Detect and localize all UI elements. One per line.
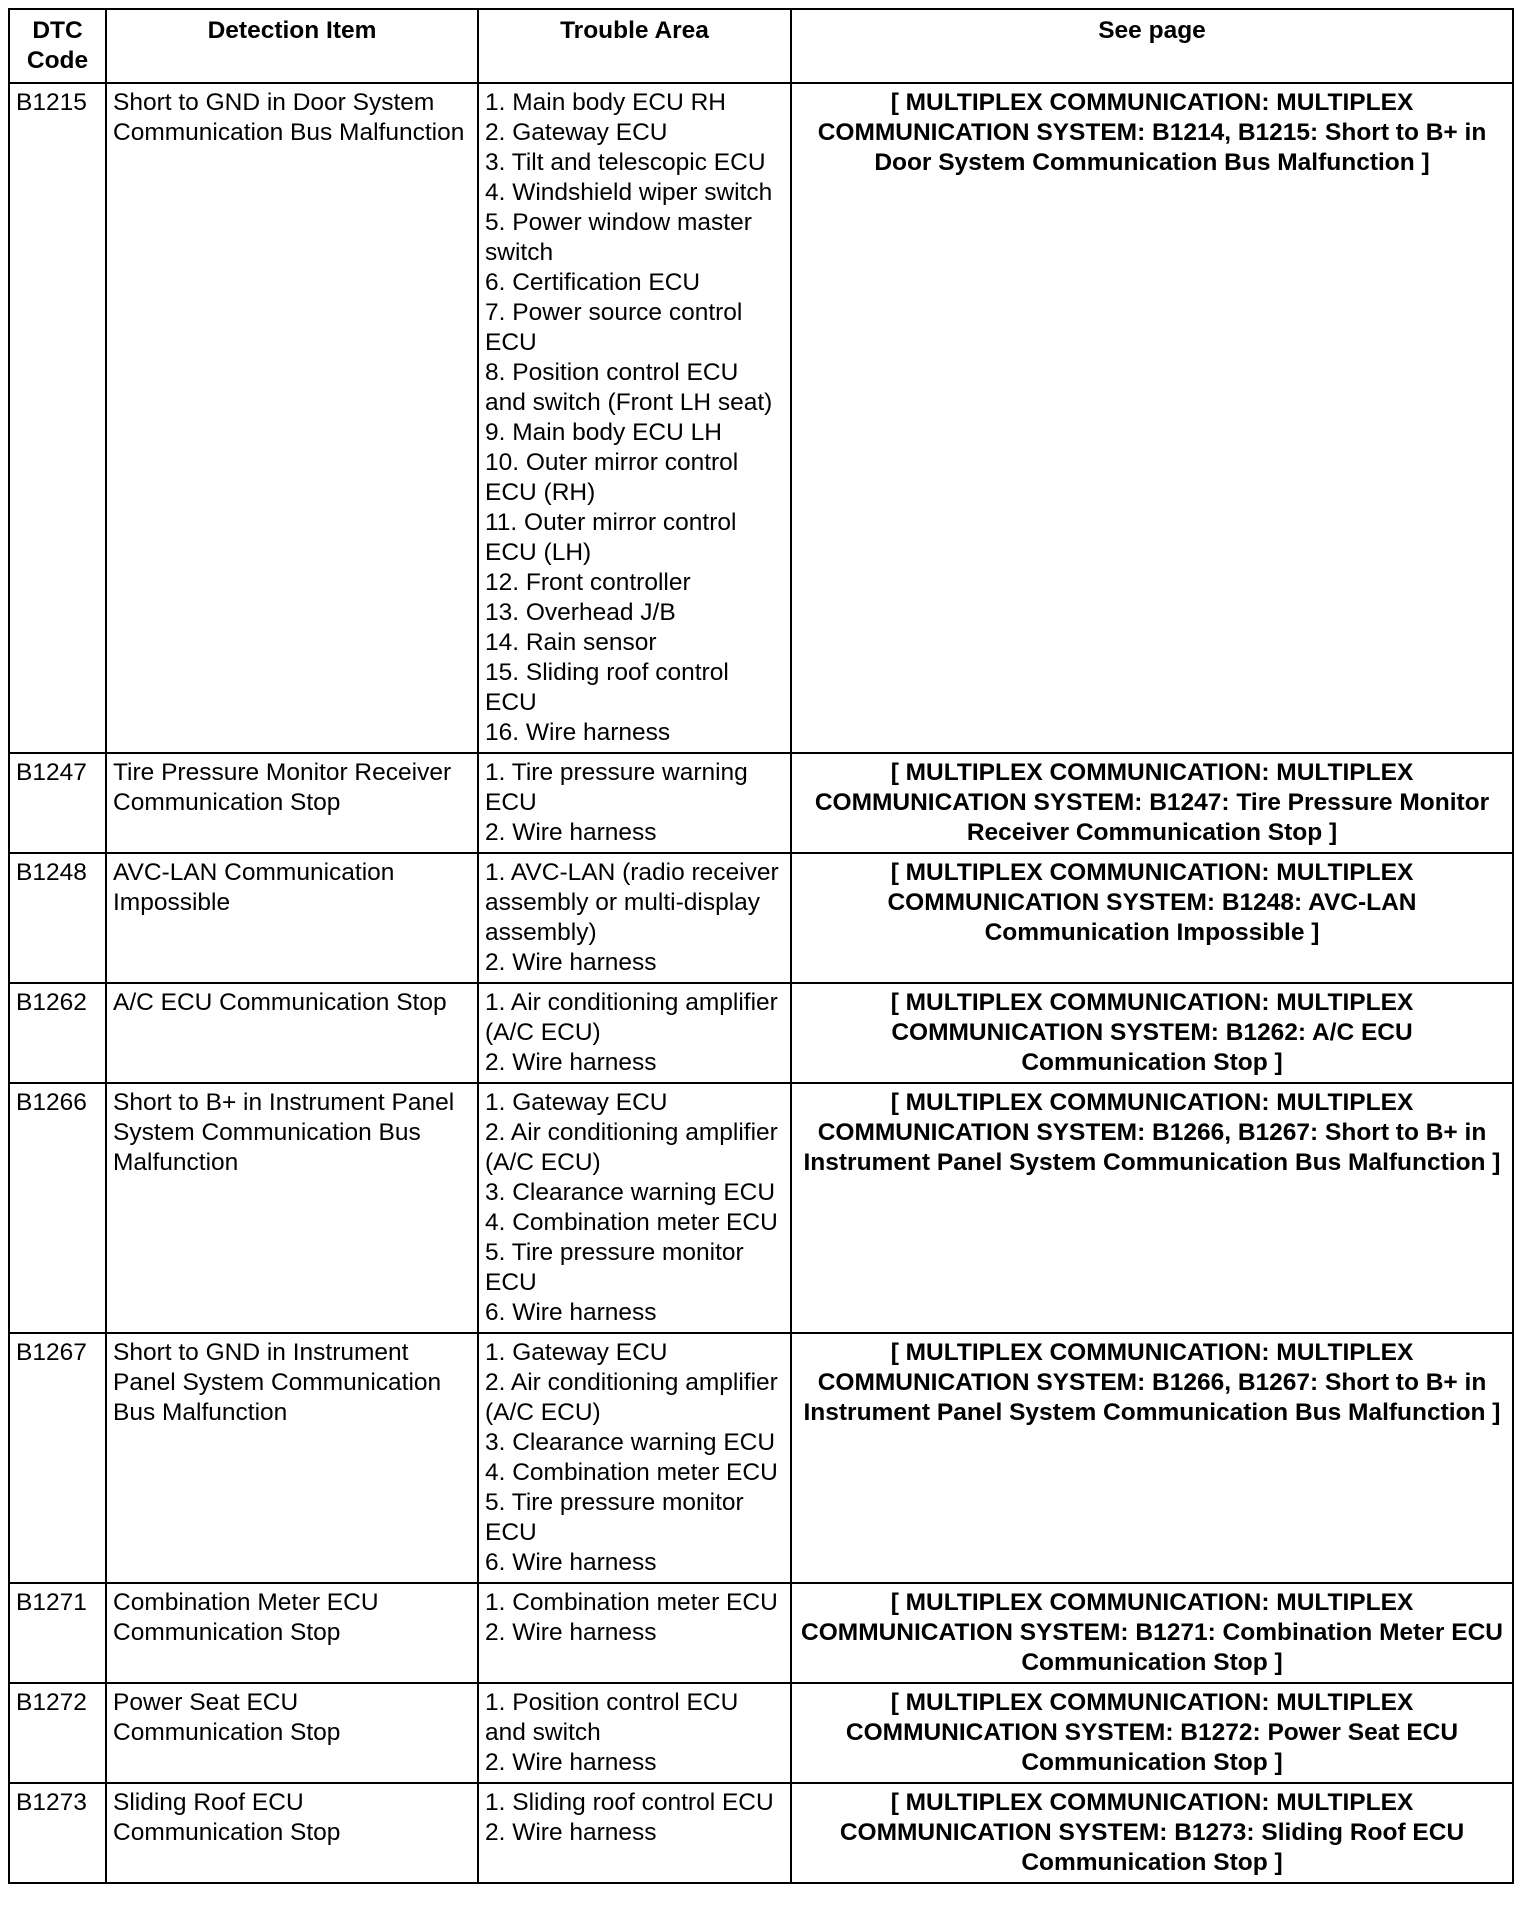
trouble-area-item: 1. Gateway ECU (485, 1089, 668, 1116)
trouble-area-item: 5. Power window master switch (485, 209, 752, 266)
trouble-area-item: 3. Clearance warning ECU (485, 1429, 776, 1456)
trouble-area-item: 3. Clearance warning ECU (485, 1179, 776, 1206)
detection-item: Power Seat ECU Communication Stop (106, 1683, 478, 1783)
table-row (9, 1583, 1513, 1683)
trouble-area-item: 7. Power source control ECU (485, 299, 743, 356)
table-row (9, 853, 1513, 983)
trouble-area-item: 1. Sliding roof control ECU (485, 1789, 774, 1816)
trouble-area-item: 13. Overhead J/B (485, 599, 676, 626)
detection-item: Short to GND in Door System Communication Bus Malfunction (106, 83, 478, 753)
trouble-area-item: 5. Tire pressure monitor ECU (485, 1239, 744, 1296)
header-trouble-area: Trouble Area (478, 9, 791, 83)
see-page-link[interactable]: [ MULTIPLEX COMMUNICATION: MULTIPLEX COMMUNICATION SYSTEM: B1272: Power Seat ECU Communication Stop ] (791, 1683, 1513, 1783)
see-page-link[interactable]: [ MULTIPLEX COMMUNICATION: MULTIPLEX COMMUNICATION SYSTEM: B1248: AVC-LAN Communication Impossible ] (791, 853, 1513, 983)
trouble-area-item: 1. Tire pressure warning ECU (485, 759, 748, 816)
detection-item: Combination Meter ECU Communication Stop (106, 1583, 478, 1683)
trouble-area-item: 8. Position control ECU and switch (Front LH seat) (485, 359, 773, 416)
detection-item: Tire Pressure Monitor Receiver Communication Stop (106, 753, 478, 853)
dtc-code: B1266 (9, 1083, 106, 1333)
trouble-area-item: 2. Wire harness (485, 949, 657, 976)
trouble-area-item: 4. Combination meter ECU (485, 1209, 778, 1236)
table-row (9, 753, 1513, 853)
trouble-area-item: 1. Position control ECU and switch (485, 1689, 739, 1746)
trouble-area-item: 2. Wire harness (485, 1049, 657, 1076)
detection-item: Short to B+ in Instrument Panel System Communication Bus Malfunction (106, 1083, 478, 1333)
see-page-link[interactable]: [ MULTIPLEX COMMUNICATION: MULTIPLEX COMMUNICATION SYSTEM: B1266, B1267: Short to B+ in Instrument Panel System Communication Bus Malfunction ] (791, 1333, 1513, 1583)
trouble-area-item: 6. Wire harness (485, 1549, 657, 1576)
trouble-area-item: 11. Outer mirror control ECU (LH) (485, 509, 737, 566)
dtc-code: B1215 (9, 83, 106, 753)
trouble-area-item: 5. Tire pressure monitor ECU (485, 1489, 744, 1546)
detection-item: Short to GND in Instrument Panel System Communication Bus Malfunction (106, 1333, 478, 1583)
trouble-area (478, 753, 791, 853)
trouble-area-item: 14. Rain sensor (485, 629, 657, 656)
dtc-code: B1248 (9, 853, 106, 983)
trouble-area (478, 853, 791, 983)
trouble-area-item: 1. Main body ECU RH (485, 89, 727, 116)
trouble-area-item: 1. Gateway ECU (485, 1339, 668, 1366)
see-page-link[interactable]: [ MULTIPLEX COMMUNICATION: MULTIPLEX COMMUNICATION SYSTEM: B1214, B1215: Short to B+ in Door System Communication Bus Malfunction ] (791, 83, 1513, 753)
trouble-area-item: 15. Sliding roof control ECU (485, 659, 729, 716)
see-page-link[interactable]: [ MULTIPLEX COMMUNICATION: MULTIPLEX COMMUNICATION SYSTEM: B1271: Combination Meter ECU Communication Stop ] (791, 1583, 1513, 1683)
trouble-area-item: 1. Combination meter ECU (485, 1589, 778, 1616)
table-row (9, 1683, 1513, 1783)
trouble-area (478, 1783, 791, 1883)
trouble-area (478, 1083, 791, 1333)
see-page-link[interactable]: [ MULTIPLEX COMMUNICATION: MULTIPLEX COMMUNICATION SYSTEM: B1247: Tire Pressure Monitor Receiver Communication Stop ] (791, 753, 1513, 853)
see-page-link[interactable]: [ MULTIPLEX COMMUNICATION: MULTIPLEX COMMUNICATION SYSTEM: B1266, B1267: Short to B+ in Instrument Panel System Communication Bus Malfunction ] (791, 1083, 1513, 1333)
trouble-area-item: 2. Wire harness (485, 1619, 657, 1646)
dtc-code: B1272 (9, 1683, 106, 1783)
trouble-area-item: 6. Wire harness (485, 1299, 657, 1326)
table-row (9, 1783, 1513, 1883)
dtc-table-body (9, 83, 1513, 1883)
detection-item: A/C ECU Communication Stop (106, 983, 478, 1083)
trouble-area (478, 1683, 791, 1783)
dtc-code: B1267 (9, 1333, 106, 1583)
see-page-link[interactable]: [ MULTIPLEX COMMUNICATION: MULTIPLEX COMMUNICATION SYSTEM: B1262: A/C ECU Communication Stop ] (791, 983, 1513, 1083)
table-row (9, 1333, 1513, 1583)
trouble-area-item: 3. Tilt and telescopic ECU (485, 149, 766, 176)
dtc-code: B1271 (9, 1583, 106, 1683)
header-see-page: See page (791, 9, 1513, 83)
trouble-area (478, 1583, 791, 1683)
trouble-area-item: 2. Gateway ECU (485, 119, 668, 146)
trouble-area-item: 2. Wire harness (485, 819, 657, 846)
trouble-area (478, 83, 791, 753)
table-row (9, 1083, 1513, 1333)
trouble-area-item: 12. Front controller (485, 569, 691, 596)
trouble-area-item: 2. Wire harness (485, 1819, 657, 1846)
table-row (9, 983, 1513, 1083)
trouble-area-item: 1. Air conditioning amplifier (A/C ECU) (485, 989, 778, 1046)
trouble-area (478, 1333, 791, 1583)
dtc-code: B1247 (9, 753, 106, 853)
header-detection-item: Detection Item (106, 9, 478, 83)
trouble-area-item: 1. AVC-LAN (radio receiver assembly or multi-display assembly) (485, 859, 779, 946)
dtc-table (8, 8, 1514, 1884)
table-row (9, 83, 1513, 753)
detection-item: AVC-LAN Communication Impossible (106, 853, 478, 983)
trouble-area-item: 16. Wire harness (485, 719, 671, 746)
see-page-link[interactable]: [ MULTIPLEX COMMUNICATION: MULTIPLEX COMMUNICATION SYSTEM: B1273: Sliding Roof ECU Communication Stop ] (791, 1783, 1513, 1883)
header-dtc-code: DTC Code (9, 9, 106, 83)
trouble-area-item: 2. Air conditioning amplifier (A/C ECU) (485, 1369, 778, 1426)
trouble-area-item: 2. Air conditioning amplifier (A/C ECU) (485, 1119, 778, 1176)
trouble-area-item: 2. Wire harness (485, 1749, 657, 1776)
trouble-area-item: 4. Combination meter ECU (485, 1459, 778, 1486)
trouble-area (478, 983, 791, 1083)
header-row (9, 9, 1513, 83)
dtc-code: B1262 (9, 983, 106, 1083)
detection-item: Sliding Roof ECU Communication Stop (106, 1783, 478, 1883)
dtc-code: B1273 (9, 1783, 106, 1883)
trouble-area-item: 10. Outer mirror control ECU (RH) (485, 449, 739, 506)
trouble-area-item: 9. Main body ECU LH (485, 419, 722, 446)
trouble-area-item: 4. Windshield wiper switch (485, 179, 773, 206)
trouble-area-item: 6. Certification ECU (485, 269, 701, 296)
dtc-document (8, 8, 1512, 1884)
